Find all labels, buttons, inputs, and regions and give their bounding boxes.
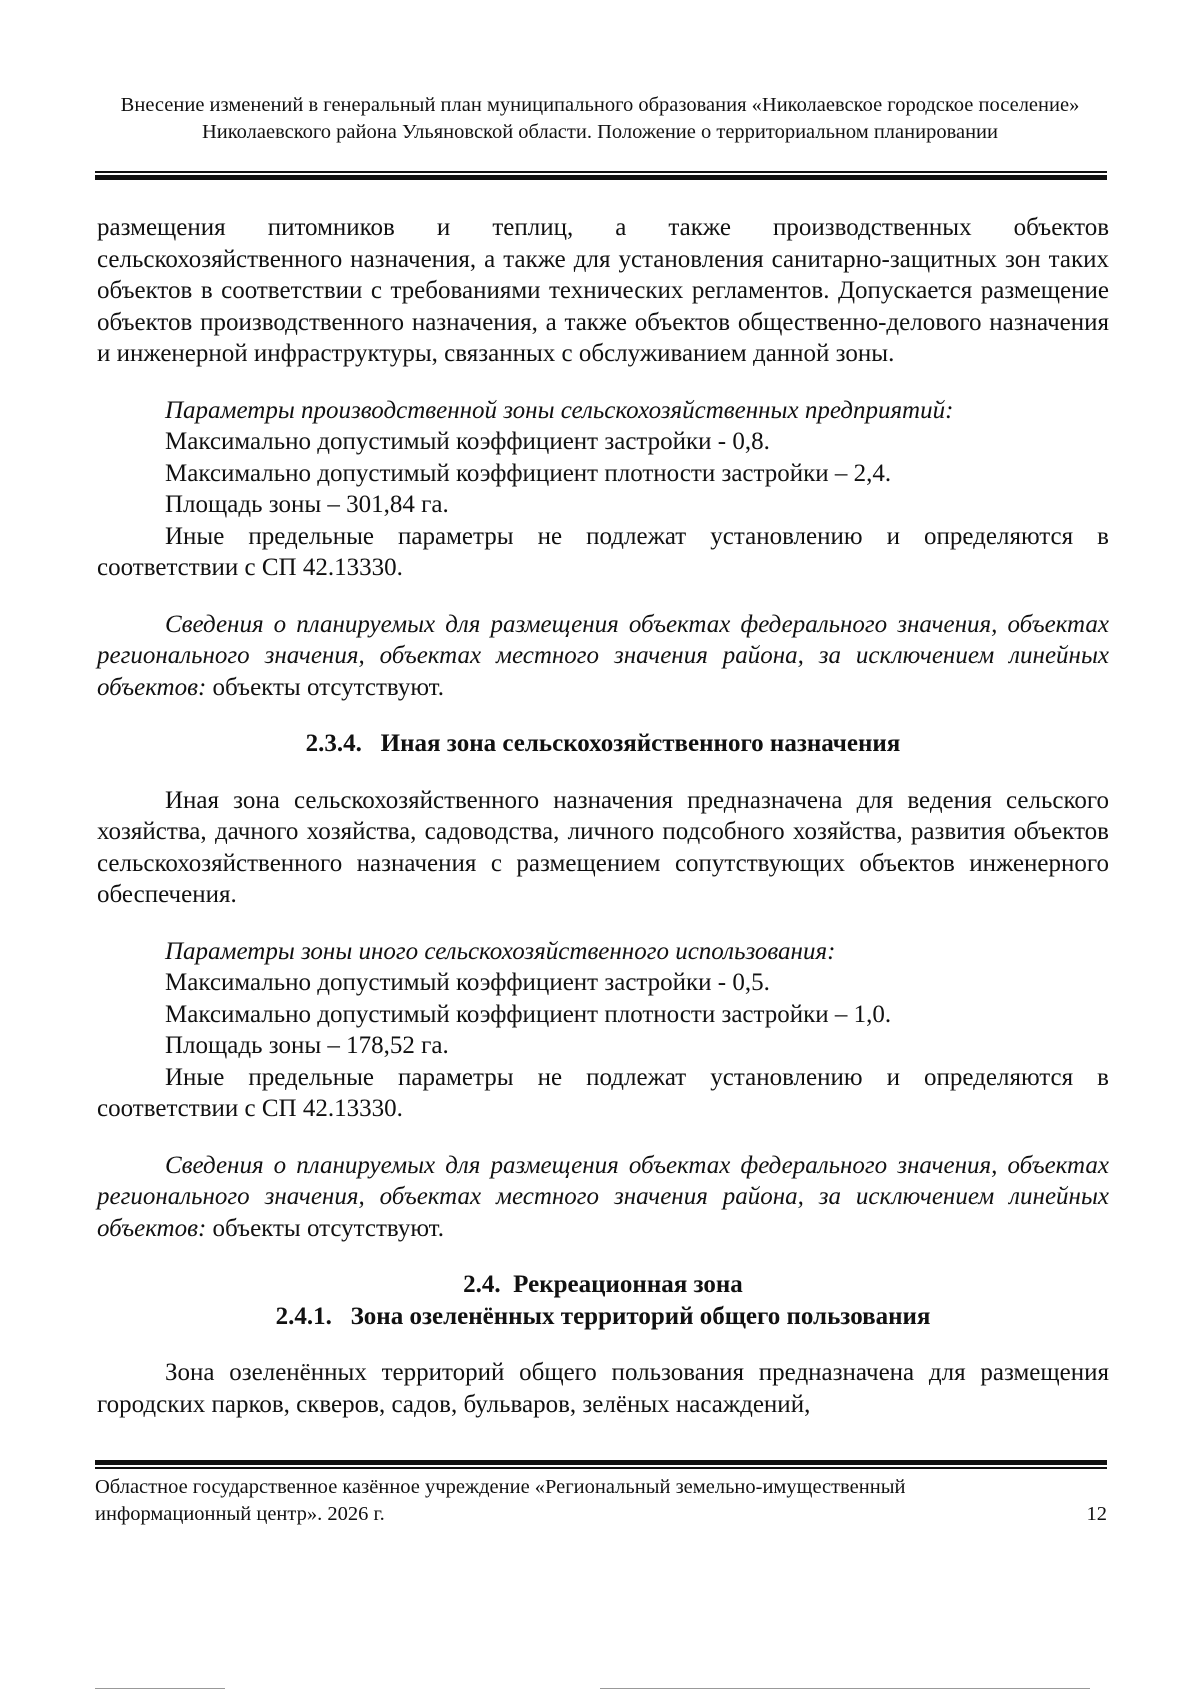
- params-production-area: Площадь зоны – 301,84 га.: [165, 491, 449, 518]
- header-rule: [95, 171, 1107, 180]
- scan-artifact-line: [95, 1688, 225, 1689]
- paragraph-agricultural-production: размещения питомников и теплиц, а также производственных объектов сельскохозяйственного назначения, а также для установления санитарно-защитных зон таких объектов в соответствии с требованиями технических регламентов. Допускается размещение объектов производственного назначения, а также объектов общественно-делового назначения и инженерной инфраструктуры, связанных с обслуживанием данной зоны.: [97, 214, 1109, 367]
- page-body: [97, 212, 1109, 1420]
- heading-2-3-4: 2.3.4. Иная зона сельскохозяйственного назначения: [305, 730, 901, 757]
- footer-organization: Областное государственное казённое учреждение «Региональный земельно-имущественный информационный центр». 2026 г.: [95, 1476, 906, 1525]
- heading-2-4: 2.4. Рекреационная зона: [463, 1271, 743, 1298]
- params-production-coef-building: Максимально допустимый коэффициент застройки - 0,8.: [165, 428, 770, 455]
- params-other-coef-density: Максимально допустимый коэффициент плотности застройки – 1,0.: [165, 1000, 892, 1028]
- planned-objects-info-2-italic: Сведения о планируемых для размещения объектах федерального значения, объектах регионального значения, объектах местного значения района, за исключением линейных объектов:: [97, 1151, 1109, 1242]
- scan-artifact-line: [600, 1688, 1090, 1689]
- params-production-coef-density: Максимально допустимый коэффициент плотности застройки – 2,4.: [165, 459, 892, 487]
- planned-objects-info-2: [97, 1150, 1109, 1245]
- params-other-zone-title: Параметры зоны иного сельскохозяйственного использования:: [165, 937, 836, 965]
- footer-rule: [95, 1460, 1107, 1469]
- planned-objects-info-1-result: объекты отсутствуют.: [206, 673, 444, 701]
- params-production-other: Иные предельные параметры не подлежат установлению и определяются в соответствии с СП 42.13330.: [97, 522, 1109, 581]
- page-number: 12: [1086, 1503, 1107, 1525]
- paragraph-green-zone: Зона озеленённых территорий общего пользования предназначена для размещения городских парков, скверов, садов, бульваров, зелёных насаждений,: [97, 1359, 1109, 1418]
- planned-objects-info-1-italic: Сведения о планируемых для размещения объектах федерального значения, объектах регионального значения, объектах местного значения района, за исключением линейных объектов:: [97, 610, 1109, 701]
- planned-objects-info-1: [97, 609, 1109, 704]
- paragraph-other-agricultural-zone: Иная зона сельскохозяйственного назначения предназначена для ведения сельского хозяйства, дачного хозяйства, садоводства, личного подсобного хозяйства, развития объектов сельскохозяйственного назначения с размещением сопутствующих объектов инженерного обеспечения.: [97, 786, 1109, 908]
- heading-2-4-1: 2.4.1. Зона озеленённых территорий общего пользования: [275, 1302, 931, 1330]
- params-production-zone-title: Параметры производственной зоны сельскохозяйственных предприятий:: [165, 396, 954, 424]
- page-footer: [95, 1474, 1107, 1528]
- params-other-coef-building: Максимально допустимый коэффициент застройки - 0,5.: [165, 969, 770, 996]
- planned-objects-info-2-result: объекты отсутствуют.: [206, 1214, 444, 1242]
- params-other-other: Иные предельные параметры не подлежат установлению и определяются в соответствии с СП 42.13330.: [97, 1063, 1109, 1122]
- page-header: Внесение изменений в генеральный план муниципального образования «Николаевское городское поселение» Николаевского района Ульяновской области. Положение о территориальном планировании: [120, 94, 1080, 143]
- params-other-area: Площадь зоны – 178,52 га.: [165, 1032, 449, 1059]
